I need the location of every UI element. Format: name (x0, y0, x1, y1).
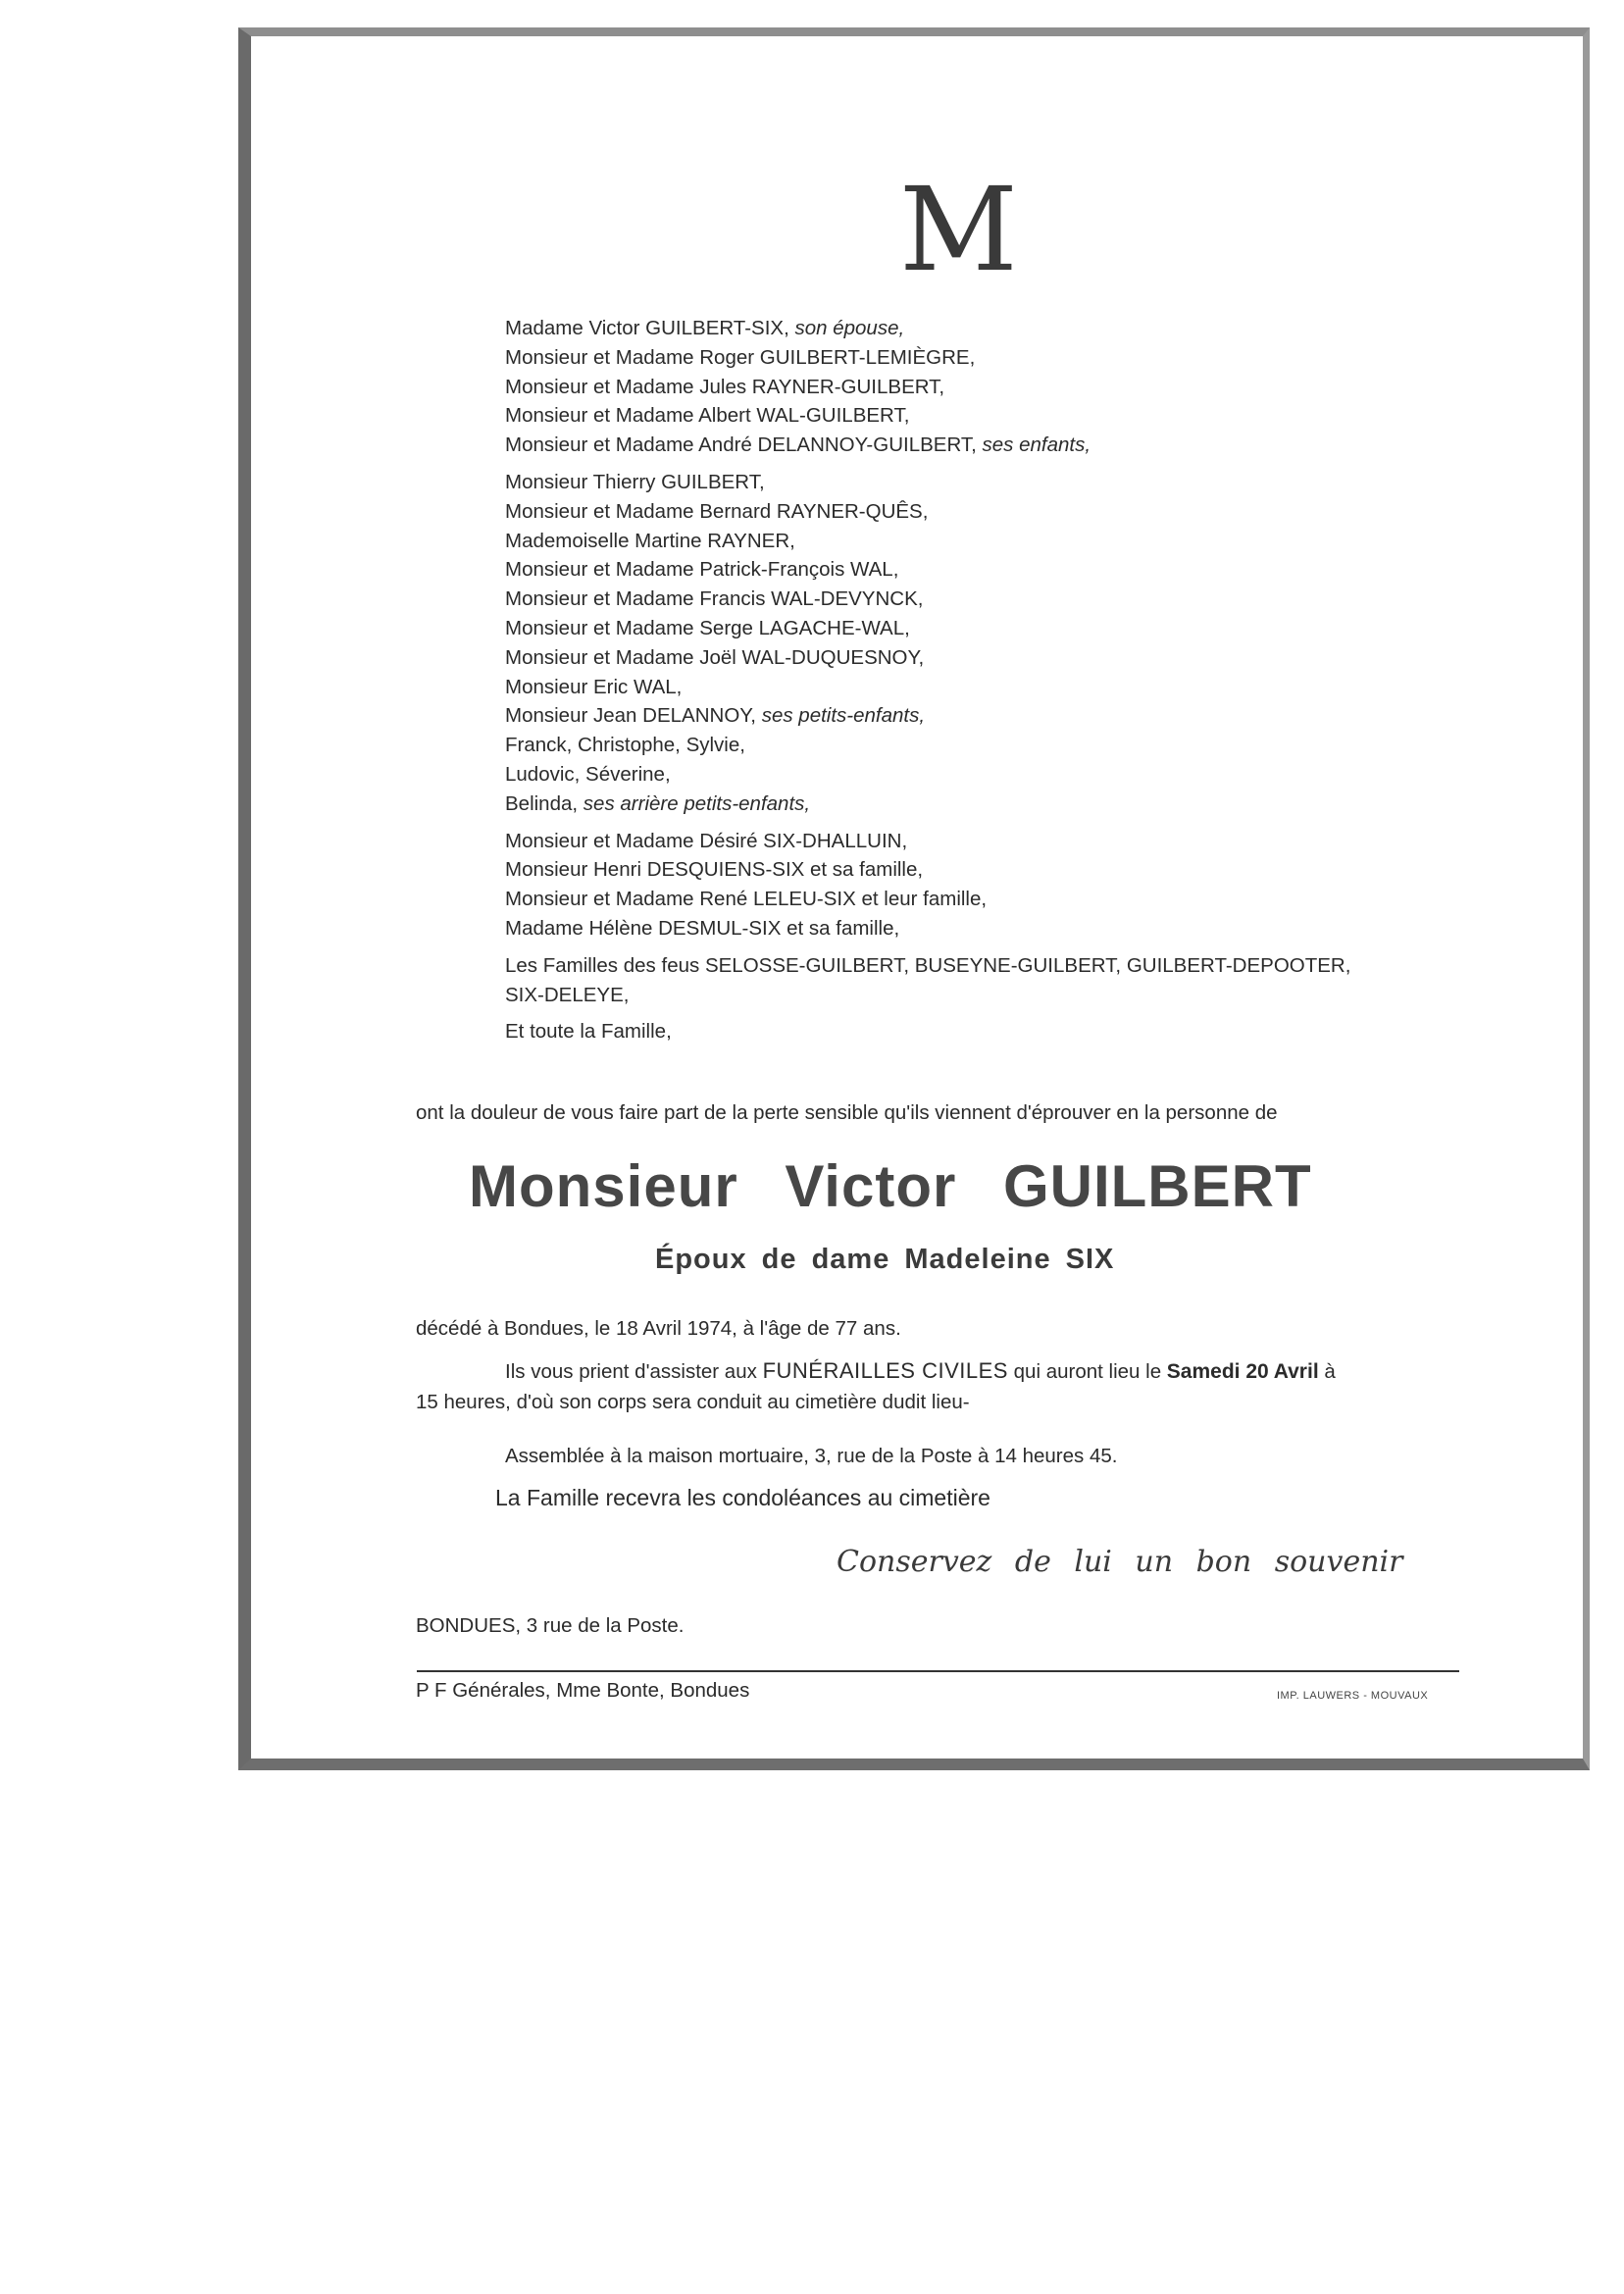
souvenir-line: Conservez de lui un bon souvenir (837, 1545, 1403, 1579)
family-member: Monsieur et Madame André DELANNOY-GUILBERT, (505, 433, 977, 457)
family-member: Belinda, (505, 791, 579, 815)
address-line: BONDUES, 3 rue de la Poste. (416, 1614, 685, 1637)
family-member: Ludovic, Séverine, (505, 762, 671, 786)
family-member: Franck, Christophe, Sylvie, (505, 734, 745, 757)
funeral-part-1: Ils vous prient d'assister aux (505, 1360, 757, 1383)
family-group (505, 951, 1486, 1010)
family-line (505, 673, 1486, 702)
initial-letter: M (899, 162, 1019, 297)
family-member: Monsieur Eric WAL, (505, 675, 683, 698)
family-line (505, 431, 1486, 460)
family-member: Monsieur et Madame Francis WAL-DEVYNCK, (505, 587, 924, 611)
relation-note: ses petits-enfants, (761, 704, 926, 728)
family-line (505, 643, 1486, 673)
family-line (505, 497, 1486, 527)
family-member: Monsieur et Madame Roger GUILBERT-LEMIÈGRE, (505, 345, 976, 369)
family-member: Monsieur et Madame Joël WAL-DUQUESNOY, (505, 645, 925, 669)
family-line (505, 885, 1486, 914)
family-line (505, 314, 1486, 343)
spouse-line: Époux de dame Madeleine SIX (655, 1244, 1115, 1275)
family-group (505, 1017, 1486, 1046)
family-list (505, 314, 1486, 1054)
condolences-line: La Famille recevra les condoléances au cimetière (495, 1485, 990, 1510)
family-group (505, 468, 1486, 819)
family-member: SIX-DELEYE, (505, 983, 630, 1006)
family-line (505, 701, 1486, 731)
family-line (505, 951, 1486, 981)
funeral-part-3: qui auront lieu le (1013, 1360, 1162, 1383)
funeral-line-1 (505, 1358, 1336, 1384)
death-line: décédé à Bondues, le 18 Avril 1974, à l'âge de 77 ans. (416, 1317, 901, 1340)
family-line (505, 527, 1486, 556)
footer-divider (417, 1670, 1459, 1672)
family-line (505, 731, 1486, 760)
family-line (505, 1017, 1486, 1046)
family-line (505, 855, 1486, 885)
family-line (505, 401, 1486, 431)
family-line (505, 981, 1486, 1010)
family-member: Monsieur et Madame Désiré SIX-DHALLUIN, (505, 829, 908, 852)
printer-credit: IMP. LAUWERS - MOUVAUX (1277, 1690, 1429, 1702)
family-member: Monsieur et Madame René LELEU-SIX et leur famille, (505, 888, 988, 911)
intro-text: ont la douleur de vous faire part de la perte sensible qu'ils viennent d'éprouver en la personne de (416, 1101, 1278, 1124)
family-member: Madame Victor GUILBERT-SIX, (505, 317, 789, 339)
funeral-date: Samedi 20 Avril (1166, 1360, 1319, 1383)
family-line (505, 468, 1486, 497)
family-line (505, 914, 1486, 943)
family-line (505, 760, 1486, 790)
family-member: Monsieur et Madame Serge LAGACHE-WAL, (505, 616, 910, 639)
family-member: Et toute la Famille, (505, 1020, 672, 1044)
family-line (505, 827, 1486, 856)
funeral-line-2: 15 heures, d'où son corps sera conduit au cimetière dudit lieu- (416, 1391, 970, 1413)
family-member: Madame Hélène DESMUL-SIX et sa famille, (505, 916, 900, 940)
assembly-line: Assemblée à la maison mortuaire, 3, rue de la Poste à 14 heures 45. (505, 1445, 1118, 1467)
family-line (505, 614, 1486, 643)
footer-left: P F Générales, Mme Bonte, Bondues (416, 1679, 750, 1702)
family-member: Monsieur Henri DESQUIENS-SIX et sa famille, (505, 858, 924, 882)
family-line (505, 790, 1486, 819)
family-line (505, 343, 1486, 373)
relation-note: son épouse, (794, 317, 905, 339)
family-member: Monsieur et Madame Albert WAL-GUILBERT, (505, 404, 910, 428)
relation-note: ses arrière petits-enfants, (583, 791, 811, 815)
family-group (505, 827, 1486, 943)
family-member: Monsieur Jean DELANNOY, (505, 704, 756, 728)
family-group (505, 314, 1486, 460)
family-member: Monsieur Thierry GUILBERT, (505, 470, 765, 493)
relation-note: ses enfants, (982, 433, 1091, 457)
family-line (505, 555, 1486, 585)
family-member: Monsieur et Madame Bernard RAYNER-QUÊS, (505, 499, 929, 523)
family-line (505, 585, 1486, 614)
family-line (505, 373, 1486, 402)
funeral-type: FUNÉRAILLES CIVILES (762, 1358, 1008, 1383)
family-member: Monsieur et Madame Patrick-François WAL, (505, 558, 899, 582)
family-member: Mademoiselle Martine RAYNER, (505, 529, 795, 552)
funeral-part-5: à (1324, 1360, 1336, 1383)
family-member: Les Familles des feus SELOSSE-GUILBERT, BUSEYNE-GUILBERT, GUILBERT-DEPOOTER, (505, 953, 1351, 977)
deceased-name: Monsieur Victor GUILBERT (469, 1153, 1312, 1219)
family-member: Monsieur et Madame Jules RAYNER-GUILBERT, (505, 375, 945, 398)
